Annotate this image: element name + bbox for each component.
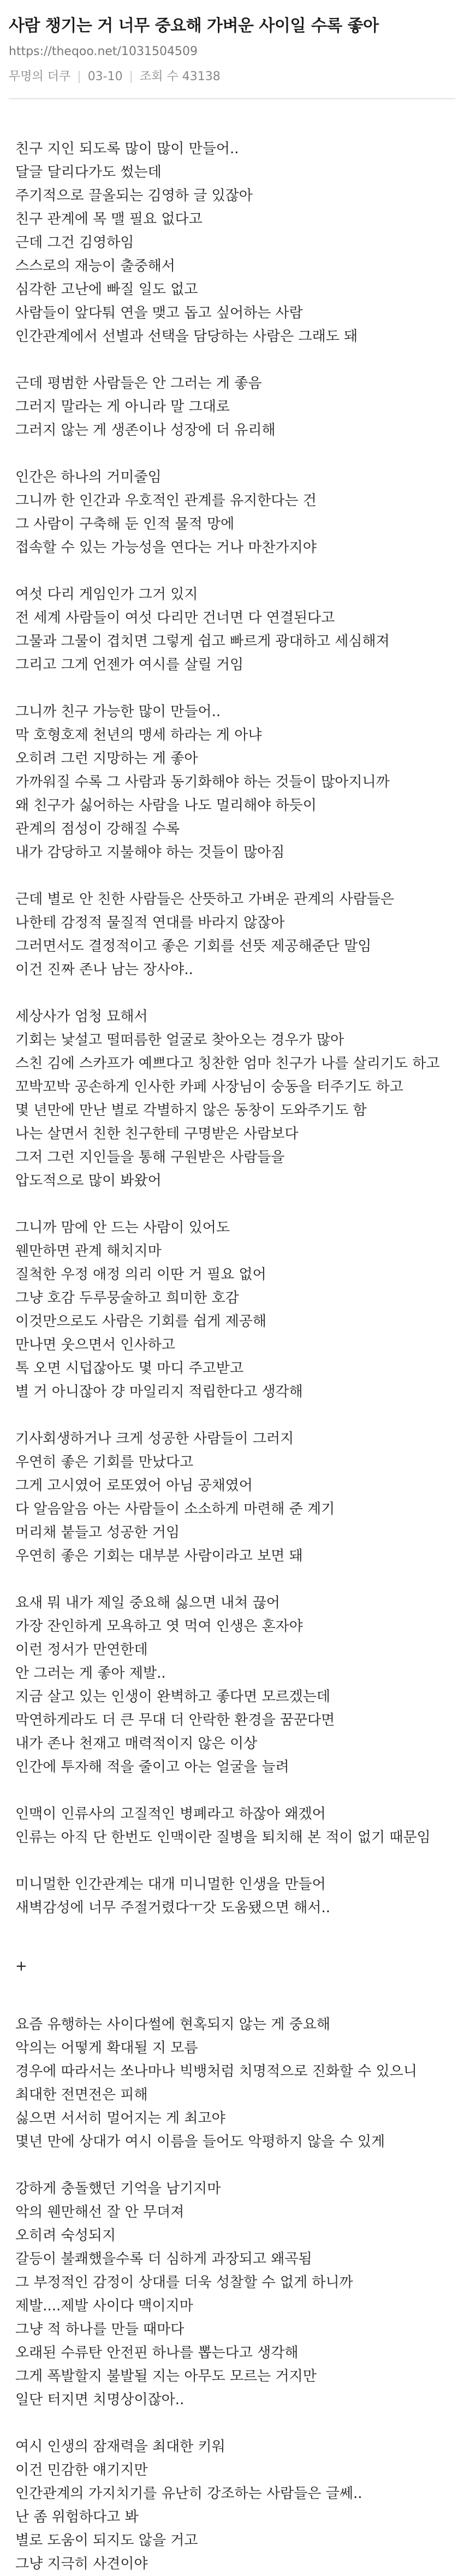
body-line: 몇 년만에 만난 별로 각별하지 않은 동창이 도와주기도 함 <box>15 1102 367 1119</box>
body-line: 사람들이 앞다퉈 연을 맺고 돕고 싶어하는 사람 <box>15 305 303 321</box>
body-line: 악의는 어떻게 확대될 지 모름 <box>15 2040 198 2056</box>
body-line: 왜 친구가 싫어하는 사람을 나도 멀리해야 하듯이 <box>15 797 317 814</box>
post-body <box>9 99 455 2576</box>
paragraph-gap <box>15 677 449 700</box>
paragraph-gap <box>15 1850 449 1873</box>
body-line: 친구 지인 되도록 많이 많이 만들어.. <box>15 141 239 157</box>
body-line: 그게 폭발할지 불발될 지는 아무도 모르는 거지만 <box>15 2368 317 2385</box>
body-line: 갈등이 불쾌했을수록 더 심하게 과장되고 왜곡됨 <box>15 2251 312 2267</box>
post-meta <box>9 69 455 85</box>
body-line: 그러지 않는 게 생존이나 성장에 더 유리해 <box>15 422 276 439</box>
body-line: 그 부정적인 감정이 상대를 더욱 성찰할 수 없게 하니까 <box>15 2274 353 2291</box>
body-line: 최대한 전면전은 피해 <box>15 2087 148 2103</box>
paragraph-gap <box>15 2412 449 2435</box>
post-date: 03-10 <box>87 70 123 83</box>
paragraph <box>15 1592 449 1779</box>
body-line: 관계의 점성이 강해질 수록 <box>15 821 180 837</box>
body-line: 별로 도움이 되지도 않을 거고 <box>15 2532 198 2549</box>
body-line: 근데 별로 안 친한 사람들은 산뜻하고 가벼운 관계의 사람들은 <box>15 891 395 908</box>
body-line: 그냥 적 하나를 만들 때마다 <box>15 2321 185 2338</box>
body-line: 강하게 충돌했던 기억을 남기지마 <box>15 2181 221 2197</box>
paragraph <box>15 2177 449 2412</box>
body-line: 우연히 좋은 기회는 대부분 사람이라고 보면 돼 <box>15 1548 303 1564</box>
body-line: 가장 잔인하게 모욕하고 엿 먹여 인생은 혼자야 <box>15 1618 303 1635</box>
body-line: 안 그러는 게 좋아 제발.. <box>15 1665 166 1682</box>
body-line: 질척한 우정 애정 의리 이딴 거 필요 없어 <box>15 1266 266 1283</box>
body-line: 스스로의 재능이 출중해서 <box>15 258 175 274</box>
paragraph-gap <box>15 1568 449 1592</box>
paragraph-gap <box>15 1404 449 1427</box>
paragraph-gap <box>15 982 449 1005</box>
paragraph <box>15 2435 449 2576</box>
body-line: 꼬박꼬박 공손하게 인사한 카페 사장님이 숭동을 터주기도 하고 <box>15 1079 403 1095</box>
body-line: 가까워질 수록 그 사람과 동기화해야 하는 것들이 많아지니까 <box>15 774 390 790</box>
paragraph-gap <box>15 442 449 466</box>
body-line: 요즘 유행하는 사이다썰에 현혹되지 않는 게 중요해 <box>15 2016 331 2033</box>
paragraph <box>15 700 449 864</box>
body-line: 여시 인생의 잠재력을 최대한 키워 <box>15 2439 225 2455</box>
body-line: 주기적으로 끌올되는 김영하 글 있잖아 <box>15 188 253 204</box>
body-line: 싫으면 서서히 멀어지는 게 최고야 <box>15 2110 225 2127</box>
body-line: 난 좀 위험하다고 봐 <box>15 2509 139 2525</box>
body-line: 악의 웬만해선 잘 안 무뎌져 <box>15 2204 185 2220</box>
body-line: 그니까 친구 가능한 많이 만들어.. <box>15 704 221 720</box>
body-line: 그게 고시였어 로또였어 아님 공채였어 <box>15 1478 253 1494</box>
paragraph <box>15 466 449 560</box>
body-line: 기사회생하거나 크게 성공한 사람들이 그러지 <box>15 1431 294 1447</box>
body-line: 지금 살고 있는 인생이 완벽하고 좋다면 모르겠는데 <box>15 1689 331 1705</box>
meta-separator: | <box>129 70 134 83</box>
body-line: 이것만으로도 사람은 기회를 쉽게 제공해 <box>15 1313 267 1330</box>
body-line: 오히려 숙성되지 <box>15 2227 116 2244</box>
paragraph-gap <box>15 864 449 888</box>
paragraph <box>15 888 449 982</box>
post-title: 사람 챙기는 거 너무 중요해 가벼운 사이일 수록 좋아 <box>9 16 379 35</box>
body-line: 만나면 웃으면서 인사하고 <box>15 1337 175 1353</box>
meta-separator: | <box>77 70 81 83</box>
body-line: 별 거 아니잖아 걍 마일리지 적립한다고 생각해 <box>15 1384 303 1400</box>
body-line: 그저 그런 지인들을 통해 구원받은 사람들을 <box>15 1149 285 1166</box>
body-line: 나는 살면서 친한 친구한테 구명받은 사람보다 <box>15 1126 299 1142</box>
paragraph <box>15 1005 449 1193</box>
body-line: 제발....제발 사이다 맥이지마 <box>15 2298 193 2314</box>
body-line: 우연히 좋은 기회를 만났다고 <box>15 1454 194 1470</box>
body-line: 전 세계 사람들이 여섯 다리만 건너면 다 연결된다고 <box>15 610 335 626</box>
body-line: 새벽감성에 너무 주절거렸다ㅜ갓 도움됐으면 해서.. <box>15 1900 331 1916</box>
addendum-marker: + <box>15 1958 27 1974</box>
paragraph <box>15 1803 449 1850</box>
body-line: 접속할 수 있는 가능성을 연다는 거나 마찬가지야 <box>15 539 317 556</box>
paragraph-gap <box>15 349 449 372</box>
body-line: 다 알음알음 아는 사람들이 소소하게 마련해 준 계기 <box>15 1501 335 1517</box>
body-line: 그리고 그게 언젠가 여시를 살릴 거임 <box>15 657 244 673</box>
body-line: 근데 평범한 사람들은 안 그러는 게 좋음 <box>15 375 262 392</box>
body-line: 오래된 수류탄 안전핀 하나를 뽑는다고 생각해 <box>15 2345 299 2361</box>
paragraph <box>15 2013 449 2154</box>
body-line: 여섯 다리 게임인가 그거 있지 <box>15 586 198 603</box>
body-line: 인간관계에서 선별과 선택을 담당하는 사람은 그래도 돼 <box>15 328 358 345</box>
body-line: 그냥 호감 두루뭉술하고 희미한 호감 <box>15 1290 239 1306</box>
body-line: 그러면서도 결정적이고 좋은 기회를 선뜻 제공해준단 말임 <box>15 938 372 954</box>
post-header <box>9 0 455 99</box>
body-line: 인류는 아직 단 한번도 인맥이란 질병을 퇴치해 본 적이 없기 때문임 <box>15 1829 431 1846</box>
paragraph <box>15 583 449 677</box>
body-line: 기회는 낯설고 떨떠름한 얼굴로 찾아오는 경우가 많아 <box>15 1032 344 1048</box>
body-line: 톡 오면 시덥잖아도 몇 마디 주고받고 <box>15 1360 244 1377</box>
paragraph <box>15 1216 449 1404</box>
body-line: 나한테 감정적 물질적 연대를 바라지 않잖아 <box>15 915 285 931</box>
body-line: 인간은 하나의 거미줄임 <box>15 469 162 485</box>
body-line: 막 호형호제 천년의 맹세 하라는 게 아냐 <box>15 727 262 743</box>
body-line: 내가 존나 천재고 매력적이지 않은 이상 <box>15 1736 258 1752</box>
paragraph-gap <box>15 1920 449 1943</box>
paragraph <box>15 1427 449 1568</box>
body-line: 경우에 따라서는 쏘나마나 빅뱅처럼 치명적으로 진화할 수 있으니 <box>15 2063 417 2080</box>
body-line: 오히려 그런 지망하는 게 좋아 <box>15 750 198 767</box>
paragraph-gap <box>15 1779 449 1803</box>
body-line: 그냥 지극히 사견이야 <box>15 2556 148 2572</box>
view-count: 조회 수 43138 <box>140 70 221 83</box>
body-line: 친구 관계에 목 맬 필요 없다고 <box>15 211 203 227</box>
paragraph <box>15 1873 449 1920</box>
body-line: 이런 정서가 만연한데 <box>15 1642 148 1658</box>
body-line: 일단 터지면 치명상이잖아.. <box>15 2392 185 2408</box>
body-line: 인맥이 인류사의 고질적인 병폐라고 하잖아 왜겠어 <box>15 1806 326 1822</box>
body-line: 그물과 그물이 겹치면 그렇게 쉽고 빠르게 광대하고 세심해져 <box>15 633 390 650</box>
post-url-link[interactable]: https://theqoo.net/1031504509 <box>9 45 198 58</box>
body-line: 그 사람이 구축해 둔 인적 물적 망에 <box>15 516 235 532</box>
paragraph-gap <box>15 2154 449 2177</box>
body-line: 요새 뭐 내가 제일 중요해 싫으면 내쳐 끊어 <box>15 1595 280 1611</box>
paragraph-gap <box>15 1943 449 1955</box>
body-line: 미니멀한 인간관계는 대개 미니멀한 인생을 만들어 <box>15 1876 326 1893</box>
body-line: 몇년 만에 상대가 여시 이름을 들어도 악평하지 않을 수 있게 <box>15 2134 385 2150</box>
body-line: 인간관계의 가지치기를 유난히 강조하는 사람들은 글쎄.. <box>15 2485 362 2502</box>
body-line: 그러지 말라는 게 아니라 말 그대로 <box>15 399 230 415</box>
body-line: 세상사가 엄청 묘해서 <box>15 1008 148 1025</box>
body-line: 이건 진짜 존나 남는 장사야.. <box>15 962 193 978</box>
paragraph-gap <box>15 1193 449 1216</box>
body-line: 막연하게라도 더 큰 무대 더 안락한 환경을 꿈꾼다면 <box>15 1712 335 1728</box>
paragraph-gap <box>15 2002 449 2013</box>
body-line: 압도적으로 많이 봐왔어 <box>15 1173 162 1189</box>
paragraph-gap <box>15 560 449 583</box>
body-line: 웬만하면 관계 해치지마 <box>15 1243 162 1259</box>
body-line: 이건 민감한 얘기지만 <box>15 2462 148 2478</box>
body-line: 심각한 고난에 빠질 일도 없고 <box>15 281 198 298</box>
paragraph <box>15 137 449 349</box>
paragraph <box>15 1955 449 1978</box>
paragraph <box>15 372 449 442</box>
body-line: 스친 김에 스카프가 예쁘다고 칭찬한 엄마 친구가 나를 살리기도 하고 <box>15 1055 440 1072</box>
body-line: 그니까 맘에 안 드는 사람이 있어도 <box>15 1220 230 1236</box>
paragraph-gap <box>15 1978 449 2002</box>
body-line: 근데 그건 김영하임 <box>15 235 134 251</box>
body-line: 머리채 붙들고 성공한 거임 <box>15 1524 180 1541</box>
author-name[interactable]: 무명의 더쿠 <box>9 70 71 83</box>
body-line: 내가 감당하고 지불해야 하는 것들이 많아짐 <box>15 844 285 861</box>
body-line: 인간에 투자해 적을 줄이고 아는 얼굴을 늘려 <box>15 1759 289 1775</box>
body-line: 달글 달리다가도 썼는데 <box>15 164 162 181</box>
body-line: 그니까 한 인간과 우호적인 관계를 유지한다는 건 <box>15 493 317 509</box>
